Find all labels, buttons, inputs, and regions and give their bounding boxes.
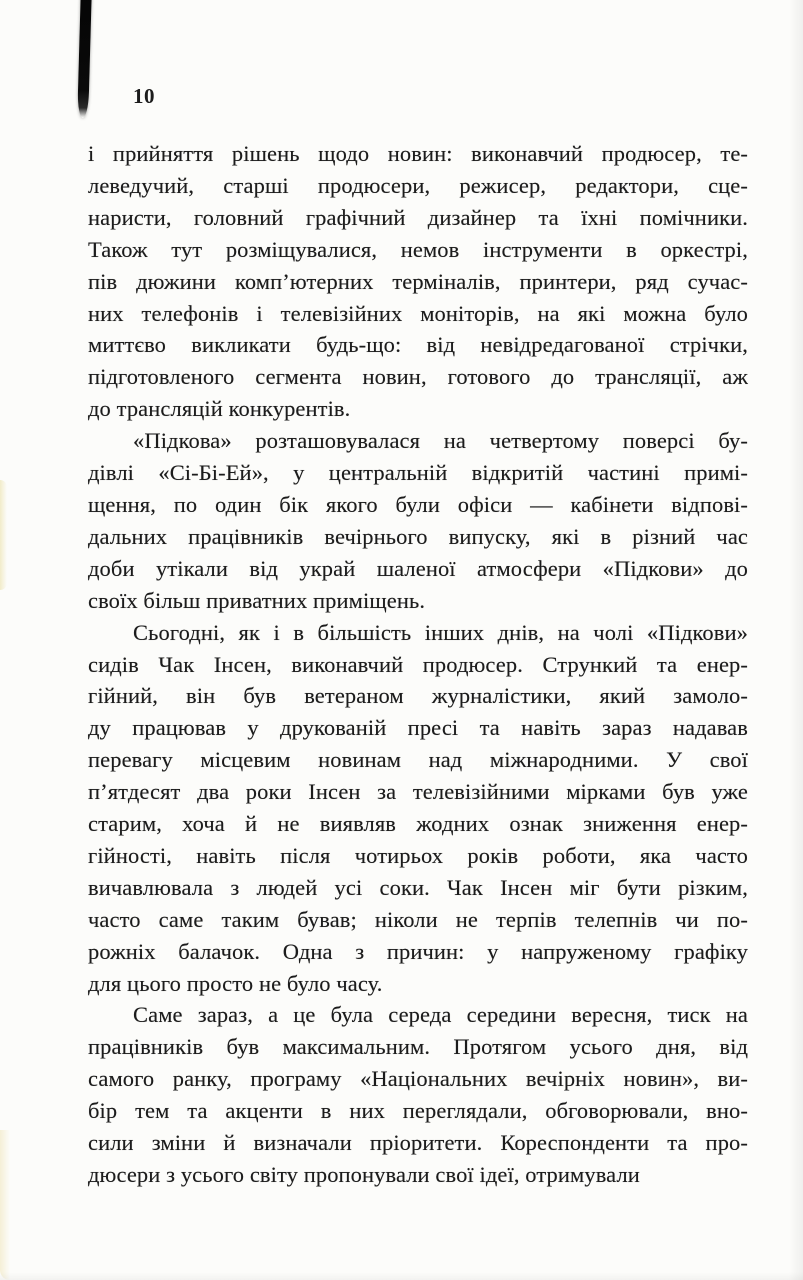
text-line: наристи, головний графічний дизайнер та їхні помічники.: [88, 204, 748, 230]
text-line: гійності, навіть після чотирьох років роботи, яка часто: [88, 842, 748, 868]
text-line: сидів Чак Інсен, виконавчий продюсер. Стрункий та енер-: [88, 651, 748, 677]
text-line: гійний, він був ветераном журналістики, який замоло-: [88, 683, 748, 709]
text-line: перевагу місцевим новинам над міжнародними. У свої: [88, 747, 748, 773]
scan-edge-shade-bottom: [0, 1272, 803, 1280]
text-line: рожніх балачок. Одна з причин: у напруженому графіку: [88, 938, 748, 964]
text-line: миттєво викликати будь-що: від невідредагованої стрічки,: [88, 332, 748, 358]
page-number: 10: [133, 84, 155, 108]
text-line: щення, по один бік якого були офіси — кабінети відпові-: [88, 491, 748, 517]
text-line: дюсери з усього світу пропонували свої ідеї, отримували: [88, 1162, 640, 1187]
text-line: Сьогодні, як і в більшість інших днів, на чолі «Підкови»: [133, 619, 748, 645]
text-line: своїх більш приватних приміщень.: [88, 587, 426, 613]
text-line: часто саме таким бував; ніколи не терпів телепнів чи по-: [88, 906, 748, 932]
text-line: пів дюжини комп’ютерних терміналів, принтери, ряд сучас-: [88, 268, 748, 294]
text-line: «Підкова» розташовувалася на четвертому поверсі бу-: [133, 428, 748, 454]
text-line: самого ранку, програму «Національних вечірніх новин», ви-: [88, 1066, 748, 1092]
text-line: п’ятдесят два роки Інсен за телевізійними мірками був уже: [88, 779, 748, 805]
text-line: Саме зараз, а це була середа середини вересня, тиск на: [133, 1002, 748, 1028]
paragraph: [88, 617, 748, 1000]
text-line: дальних працівників вечірнього випуску, які в різний час: [88, 523, 748, 549]
text-line: і прийняття рішень щодо новин: виконавчий продюсер, те-: [88, 141, 748, 166]
scan-binding-artifact: [77, 0, 92, 118]
text-line: ду працював у друкованій пресі та навіть зараз надавав: [88, 715, 748, 741]
paragraph: [88, 999, 748, 1190]
scan-edge-shade-right: [789, 0, 803, 1280]
text-line: Також тут розміщувалися, немов інструменти в оркестрі,: [88, 236, 748, 262]
paragraph: [88, 138, 748, 425]
body-text-block: [88, 138, 748, 1191]
text-line: вичавлювала з людей усі соки. Чак Інсен міг бути різким,: [88, 874, 748, 900]
text-line: леведучий, старші продюсери, режисер, редактори, сце-: [88, 172, 748, 198]
scan-edge-tint-mid: [0, 480, 7, 590]
text-line: сили зміни й визначали пріоритети. Кореспонденти та про-: [88, 1130, 748, 1156]
text-line: них телефонів і телевізійних моніторів, на які можна було: [88, 300, 748, 326]
scan-edge-tint-bottom: [0, 1130, 10, 1280]
text-line: доби утікали від украй шаленої атмосфери «Підкови» до: [88, 555, 748, 581]
paragraph: [88, 425, 748, 616]
text-line: дівлі «Сі-Бі-Ей», у центральній відкритій частині примі-: [88, 460, 748, 486]
text-line: працівників був максимальним. Протягом усього дня, від: [88, 1034, 748, 1060]
text-line: для цього просто не було часу.: [88, 970, 383, 996]
text-line: до трансляцій конкурентів.: [88, 396, 351, 422]
text-line: старим, хоча й не виявляв жодних ознак зниження енер-: [88, 811, 748, 837]
text-line: бір тем та акценти в них переглядали, обговорювали, вно-: [88, 1098, 748, 1124]
text-line: підготовленого сегмента новин, готового до трансляції, аж: [88, 364, 748, 390]
